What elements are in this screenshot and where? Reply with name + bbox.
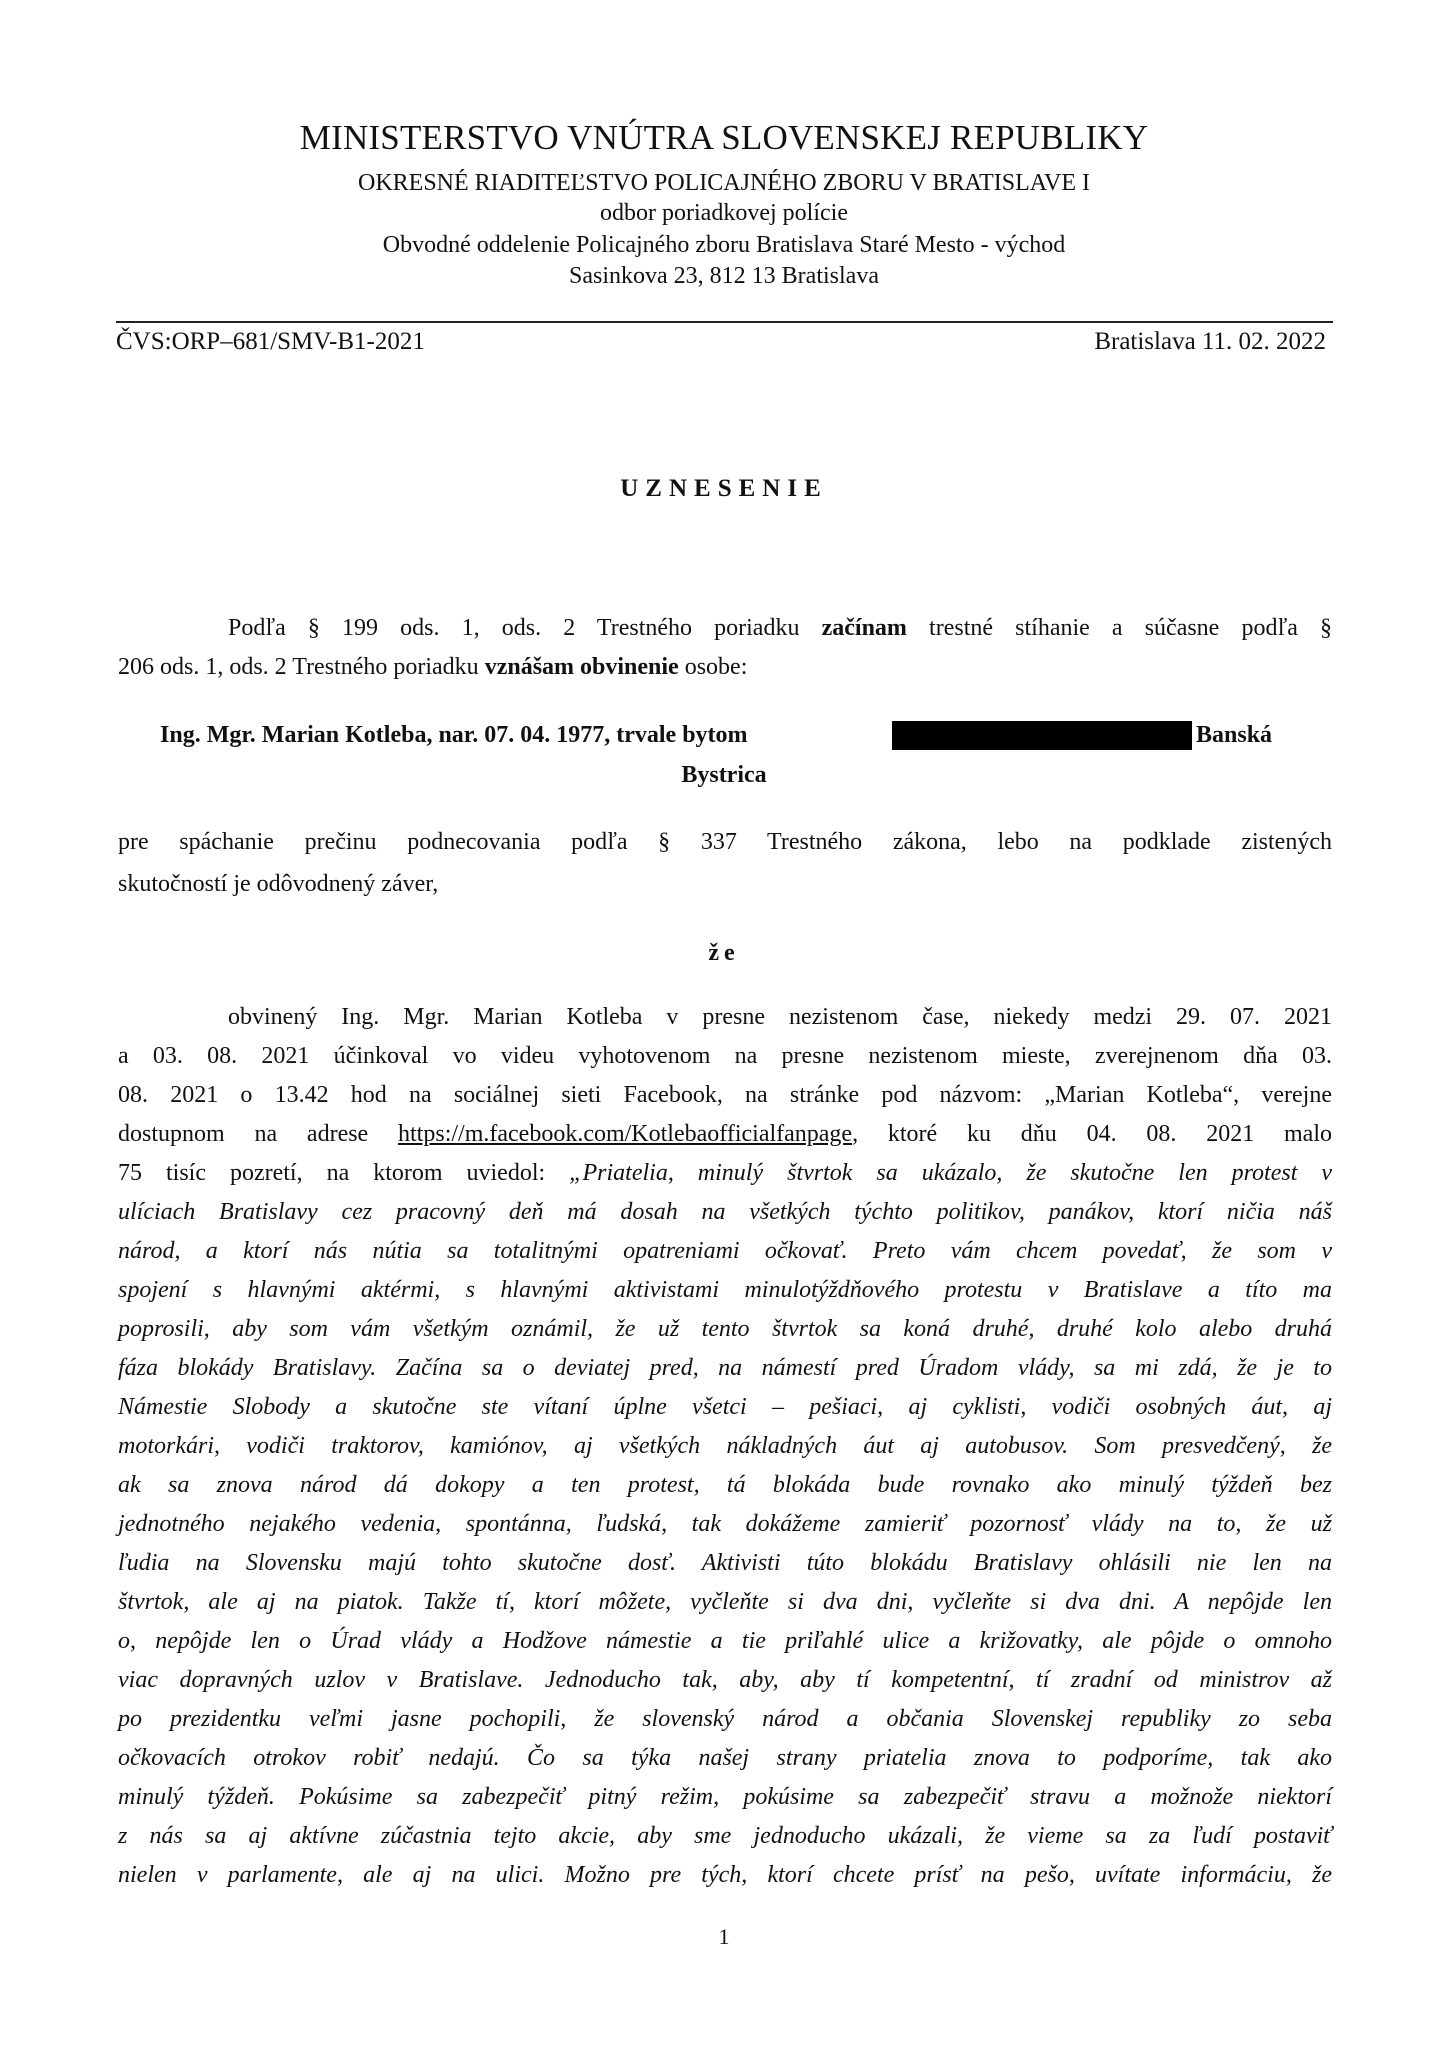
intro-line-2: [118, 647, 1332, 687]
accused-name: Ing. Mgr. Marian Kotleba, nar. 07. 04. 1977, trvale bytom: [160, 722, 748, 748]
body-text: ulíciach Bratislavy cez pracovný deň má dosah na všetkých týchto politikov, panákov, ktorí ničia náš: [118, 1199, 1332, 1225]
body-line: [118, 1036, 1332, 1076]
body-text: očkovacích otrokov robiť nedajú. Čo sa týka našej strany priatelia znova to podporíme, tak ako: [118, 1745, 1332, 1771]
body-line: [118, 1816, 1332, 1856]
body-text: spojení s hlavnými aktérmi, s hlavnými aktivistami minulotýždňového protestu v Bratislave a títo ma: [118, 1277, 1332, 1303]
body-line: [118, 1075, 1332, 1115]
body-text: o, nepôjde len o Úrad vlády a Hodžove námestie a tie priľahlé ulice a križovatky, ale pôjde o omnoho: [118, 1628, 1332, 1654]
directorate-heading: OKRESNÉ RIADITEĽSTVO POLICAJNÉHO ZBORU V BRATISLAVE I: [357, 170, 1091, 196]
intro-text: osobe:: [678, 654, 748, 680]
body-line: [118, 1114, 1332, 1154]
body-line: [118, 1855, 1332, 1895]
body-text: „Priatelia, minulý štvrtok sa ukázalo, že skutočne len protest v: [569, 1160, 1332, 1186]
body-text: nielen v parlamente, ale aj na ulici. Možno pre tých, ktorí chcete prísť na pešo, uvítate informáciu, že: [118, 1862, 1332, 1888]
body-text: minulý týždeň. Pokúsime sa zabezpečiť pitný režim, pokúsime sa zabezpečiť stravu a možnože niektorí: [118, 1784, 1332, 1810]
intro-text: 206 ods. 1, ods. 2 Trestného poriadku: [118, 654, 485, 680]
body-text: 08. 2021 o 13.42 hod na sociálnej sieti Facebook, na stránke pod názvom: „Marian Kotleba“, verejne: [118, 1082, 1332, 1108]
that-heading: že: [708, 940, 740, 966]
body-text: , ktoré ku dňu 04. 08. 2021 malo: [852, 1121, 1332, 1147]
body-text: a 03. 08. 2021 účinkoval vo videu vyhotovenom na presne nezistenom mieste, zverejnenom dňa 03.: [118, 1043, 1332, 1069]
body-text: Námestie Slobody a skutočne ste vítaní úplne všetci – pešiaci, aj cyklisti, vodiči osobných áut, aj: [118, 1394, 1332, 1420]
body-line: [118, 1387, 1332, 1427]
body-line: [118, 1621, 1332, 1661]
body-line: [118, 1738, 1332, 1778]
body-text: poprosili, aby som vám všetkým oznámil, že už tento štvrtok sa koná druhé, druhé kolo alebo druhá: [118, 1316, 1332, 1342]
body-line: [118, 1660, 1332, 1700]
address-heading: Sasinkova 23, 812 13 Bratislava: [569, 263, 879, 289]
body-line: [118, 1348, 1332, 1388]
body-text: viac dopravných uzlov v Bratislave. Jednoducho tak, aby, aby tí kompetentní, tí zradní od ministrov až: [118, 1667, 1332, 1693]
body-text: štvrtok, ale aj na piatok. Takže tí, ktorí môžete, vyčleňte si dva dni, vyčleňte si dva dni. A nepôjde len: [118, 1589, 1332, 1615]
body-text: 75 tisíc pozretí, na ktorom uviedol:: [118, 1160, 570, 1186]
page-number: 1: [718, 1924, 730, 1949]
charge-line-1: pre spáchanie prečinu podnecovania podľa § 337 Trestného zákona, lebo na podklade zistených: [118, 829, 1332, 855]
body-text: motorkári, vodiči traktorov, kamiónov, aj všetkých nákladných áut aj autobusov. Som presvedčený, že: [118, 1433, 1332, 1459]
intro-bold: začínam: [821, 615, 907, 641]
header-divider: [116, 321, 1333, 323]
ministry-heading: MINISTERSTVO VNÚTRA SLOVENSKEJ REPUBLIKY: [299, 118, 1149, 157]
body-line: [118, 1309, 1332, 1349]
body-text: z nás sa aj aktívne zúčastnia tejto akcie, aby sme jednoducho ukázali, že vieme sa za ľudí postaviť: [118, 1823, 1332, 1849]
intro-line-1: [228, 608, 1332, 648]
office-heading: Obvodné oddelenie Policajného zboru Bratislava Staré Mesto - východ: [382, 232, 1066, 258]
body-line: [228, 997, 1332, 1037]
intro-bold: vznášam obvinenie: [484, 654, 679, 680]
body-line: [118, 1231, 1332, 1271]
body-line: [118, 1426, 1332, 1466]
facebook-link[interactable]: https://m.facebook.com/Kotlebaofficialfanpage: [398, 1121, 853, 1147]
body-text: ľudia na Slovensku majú tohto skutočne dosť. Aktivisti túto blokádu Bratislavy ohlásili nie len na: [118, 1550, 1332, 1576]
body-text: po prezidentku veľmi jasne pochopili, že slovenský národ a občania Slovenskej republiky zo seba: [118, 1706, 1332, 1732]
body-line: [118, 1153, 1332, 1193]
body-line: [118, 1582, 1332, 1622]
department-heading: odbor poriadkovej polície: [600, 200, 848, 226]
body-line: [118, 1270, 1332, 1310]
intro-text: trestné stíhanie a súčasne podľa §: [906, 615, 1332, 641]
body-text: národ, a ktorí nás nútia sa totalitnými opatreniami očkovať. Preto vám chcem povedať, že som v: [118, 1238, 1332, 1264]
intro-text: Podľa § 199 ods. 1, ods. 2 Trestného poriadku: [228, 615, 822, 641]
accused-city-a: Banská: [1196, 722, 1273, 748]
body-line: [118, 1504, 1332, 1544]
reference-number: ČVS:ORP–681/SMV-B1-2021: [116, 328, 425, 355]
document-title: UZNESENIE: [620, 475, 828, 502]
redaction-box: [892, 721, 1192, 750]
body-line: [118, 1465, 1332, 1505]
body-line: [118, 1699, 1332, 1739]
place-date: Bratislava 11. 02. 2022: [1094, 328, 1326, 355]
body-line: [118, 1192, 1332, 1232]
body-text: jednotného nejakého vedenia, spontánna, ľudská, tak dokážeme zamieriť pozornosť vlády na to, že už: [118, 1511, 1332, 1537]
body-line: [118, 1777, 1332, 1817]
body-text: fáza blokády Bratislavy. Začína sa o deviatej pred, na námestí pred Úradom vlády, sa mi zdá, že je to: [118, 1355, 1332, 1381]
charge-line-2: skutočností je odôvodnený záver,: [118, 871, 439, 897]
accused-city-b: Bystrica: [681, 762, 767, 788]
body-text: obvinený Ing. Mgr. Marian Kotleba v presne nezistenom čase, niekedy medzi 29. 07. 2021: [228, 1004, 1332, 1030]
body-line: [118, 1543, 1332, 1583]
body-text: dostupnom na adrese: [118, 1121, 399, 1147]
body-text: ak sa znova národ dá dokopy a ten protest, tá blokáda bude rovnako ako minulý týždeň bez: [118, 1472, 1332, 1498]
